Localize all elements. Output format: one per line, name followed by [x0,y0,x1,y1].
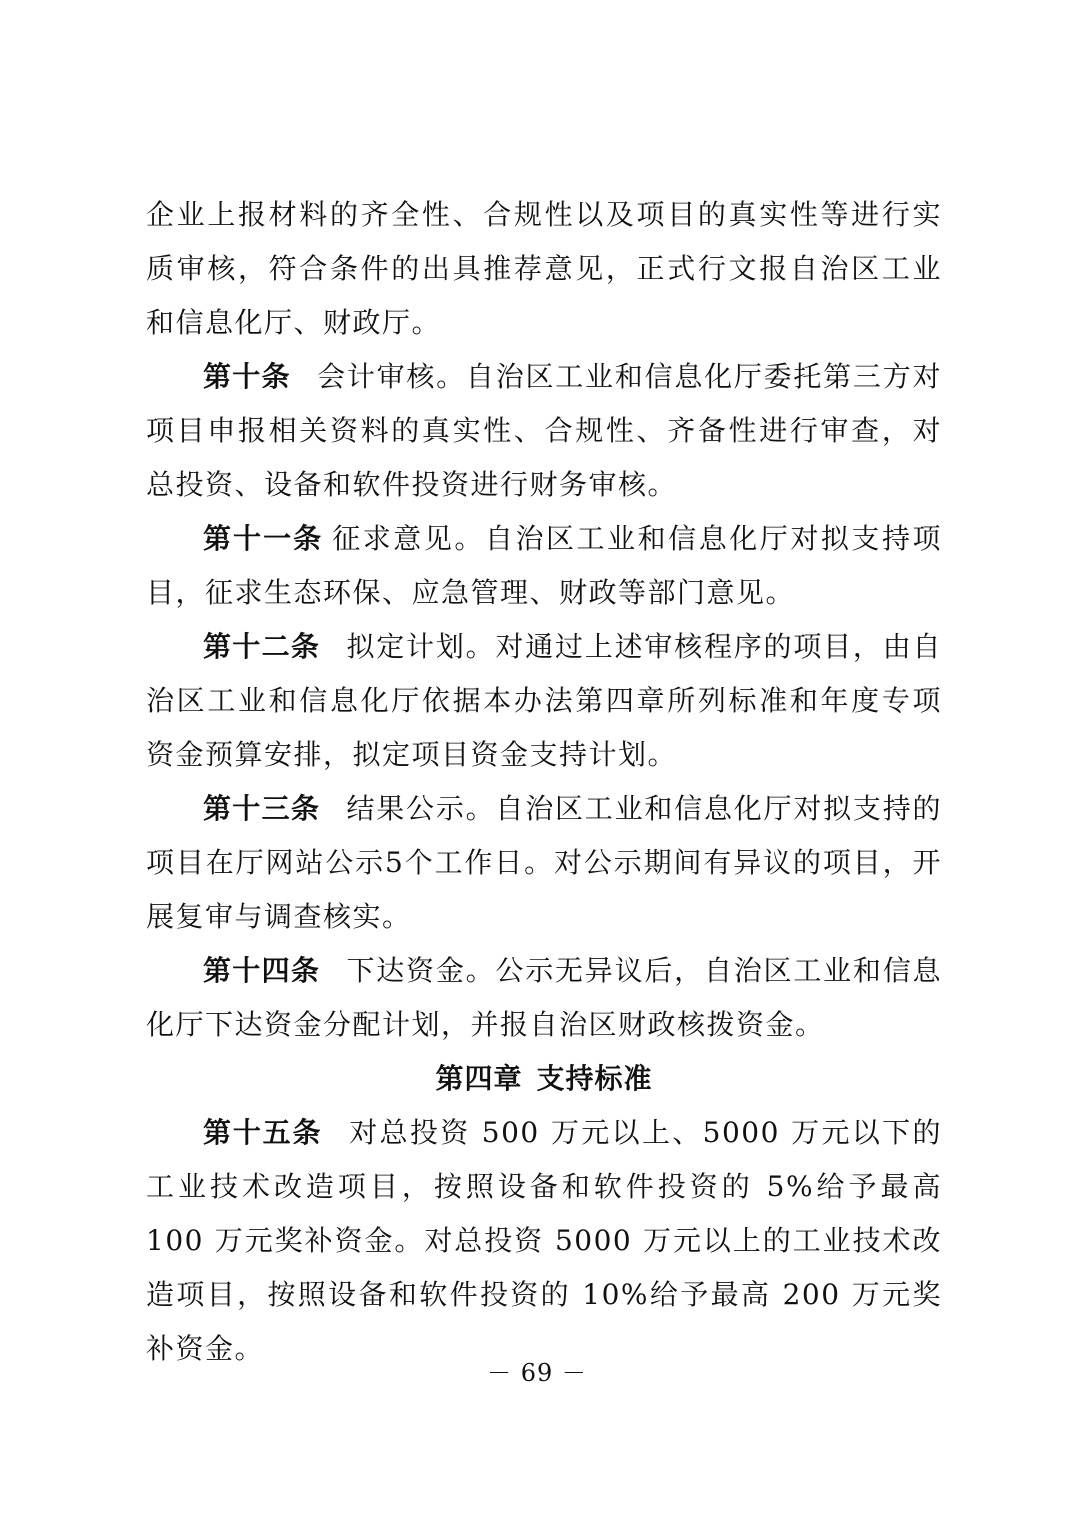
page-number: － 69 － [487,1359,587,1387]
article-text: 征求意见。自治区工业和信息化厅对拟支持项目，征求生态环保、应急管理、财政等部门意见。 [146,522,942,609]
article-12 [146,620,942,782]
article-10 [146,350,942,512]
article-text: 拟定计划。对通过上述审核程序的项目，由自治区工业和信息化厅依据本办法第四章所列标准和年度专项资金预算安排，拟定项目资金支持计划。 [146,630,942,771]
chapter-heading [146,1052,942,1106]
paragraph-continued [146,188,942,350]
article-text: 结果公示。自治区工业和信息化厅对拟支持的项目在厅网站公示5个工作日。对公示期间有异议的项目，开展复审与调查核实。 [146,792,942,933]
article-number: 第十四条 [203,954,321,987]
article-14 [146,944,942,1052]
chapter-title: 支持标准 [536,1062,653,1095]
article-number: 第十三条 [203,792,321,825]
article-text: 会计审核。自治区工业和信息化厅委托第三方对项目申报相关资料的真实性、合规性、齐备性进行审查，对总投资、设备和软件投资进行财务审核。 [146,360,942,501]
article-number: 第十条 [203,360,291,393]
article-number: 第十二条 [203,630,321,663]
document-body [146,188,942,1376]
article-number: 第十五条 [203,1116,323,1149]
article-13 [146,782,942,944]
article-text: 对总投资 500 万元以上、5000 万元以下的工业技术改造项目，按照设备和软件投资的 5%给予最高 100 万元奖补资金。对总投资 5000 万元以上的工业技术改造项目，按照设备和软件投资的 10%给予最高 200 万元奖补资金。 [146,1116,942,1365]
article-15 [146,1106,942,1376]
chapter-number: 第四章 [435,1062,523,1095]
paragraph-text: 企业上报材料的齐全性、合规性以及项目的真实性等进行实质审核，符合条件的出具推荐意见，正式行文报自治区工业和信息化厅、财政厅。 [146,198,942,339]
article-number: 第十一条 [203,522,324,555]
article-text: 下达资金。公示无异议后，自治区工业和信息化厅下达资金分配计划，并报自治区财政核拨资金。 [146,954,942,1041]
article-11 [146,512,942,620]
